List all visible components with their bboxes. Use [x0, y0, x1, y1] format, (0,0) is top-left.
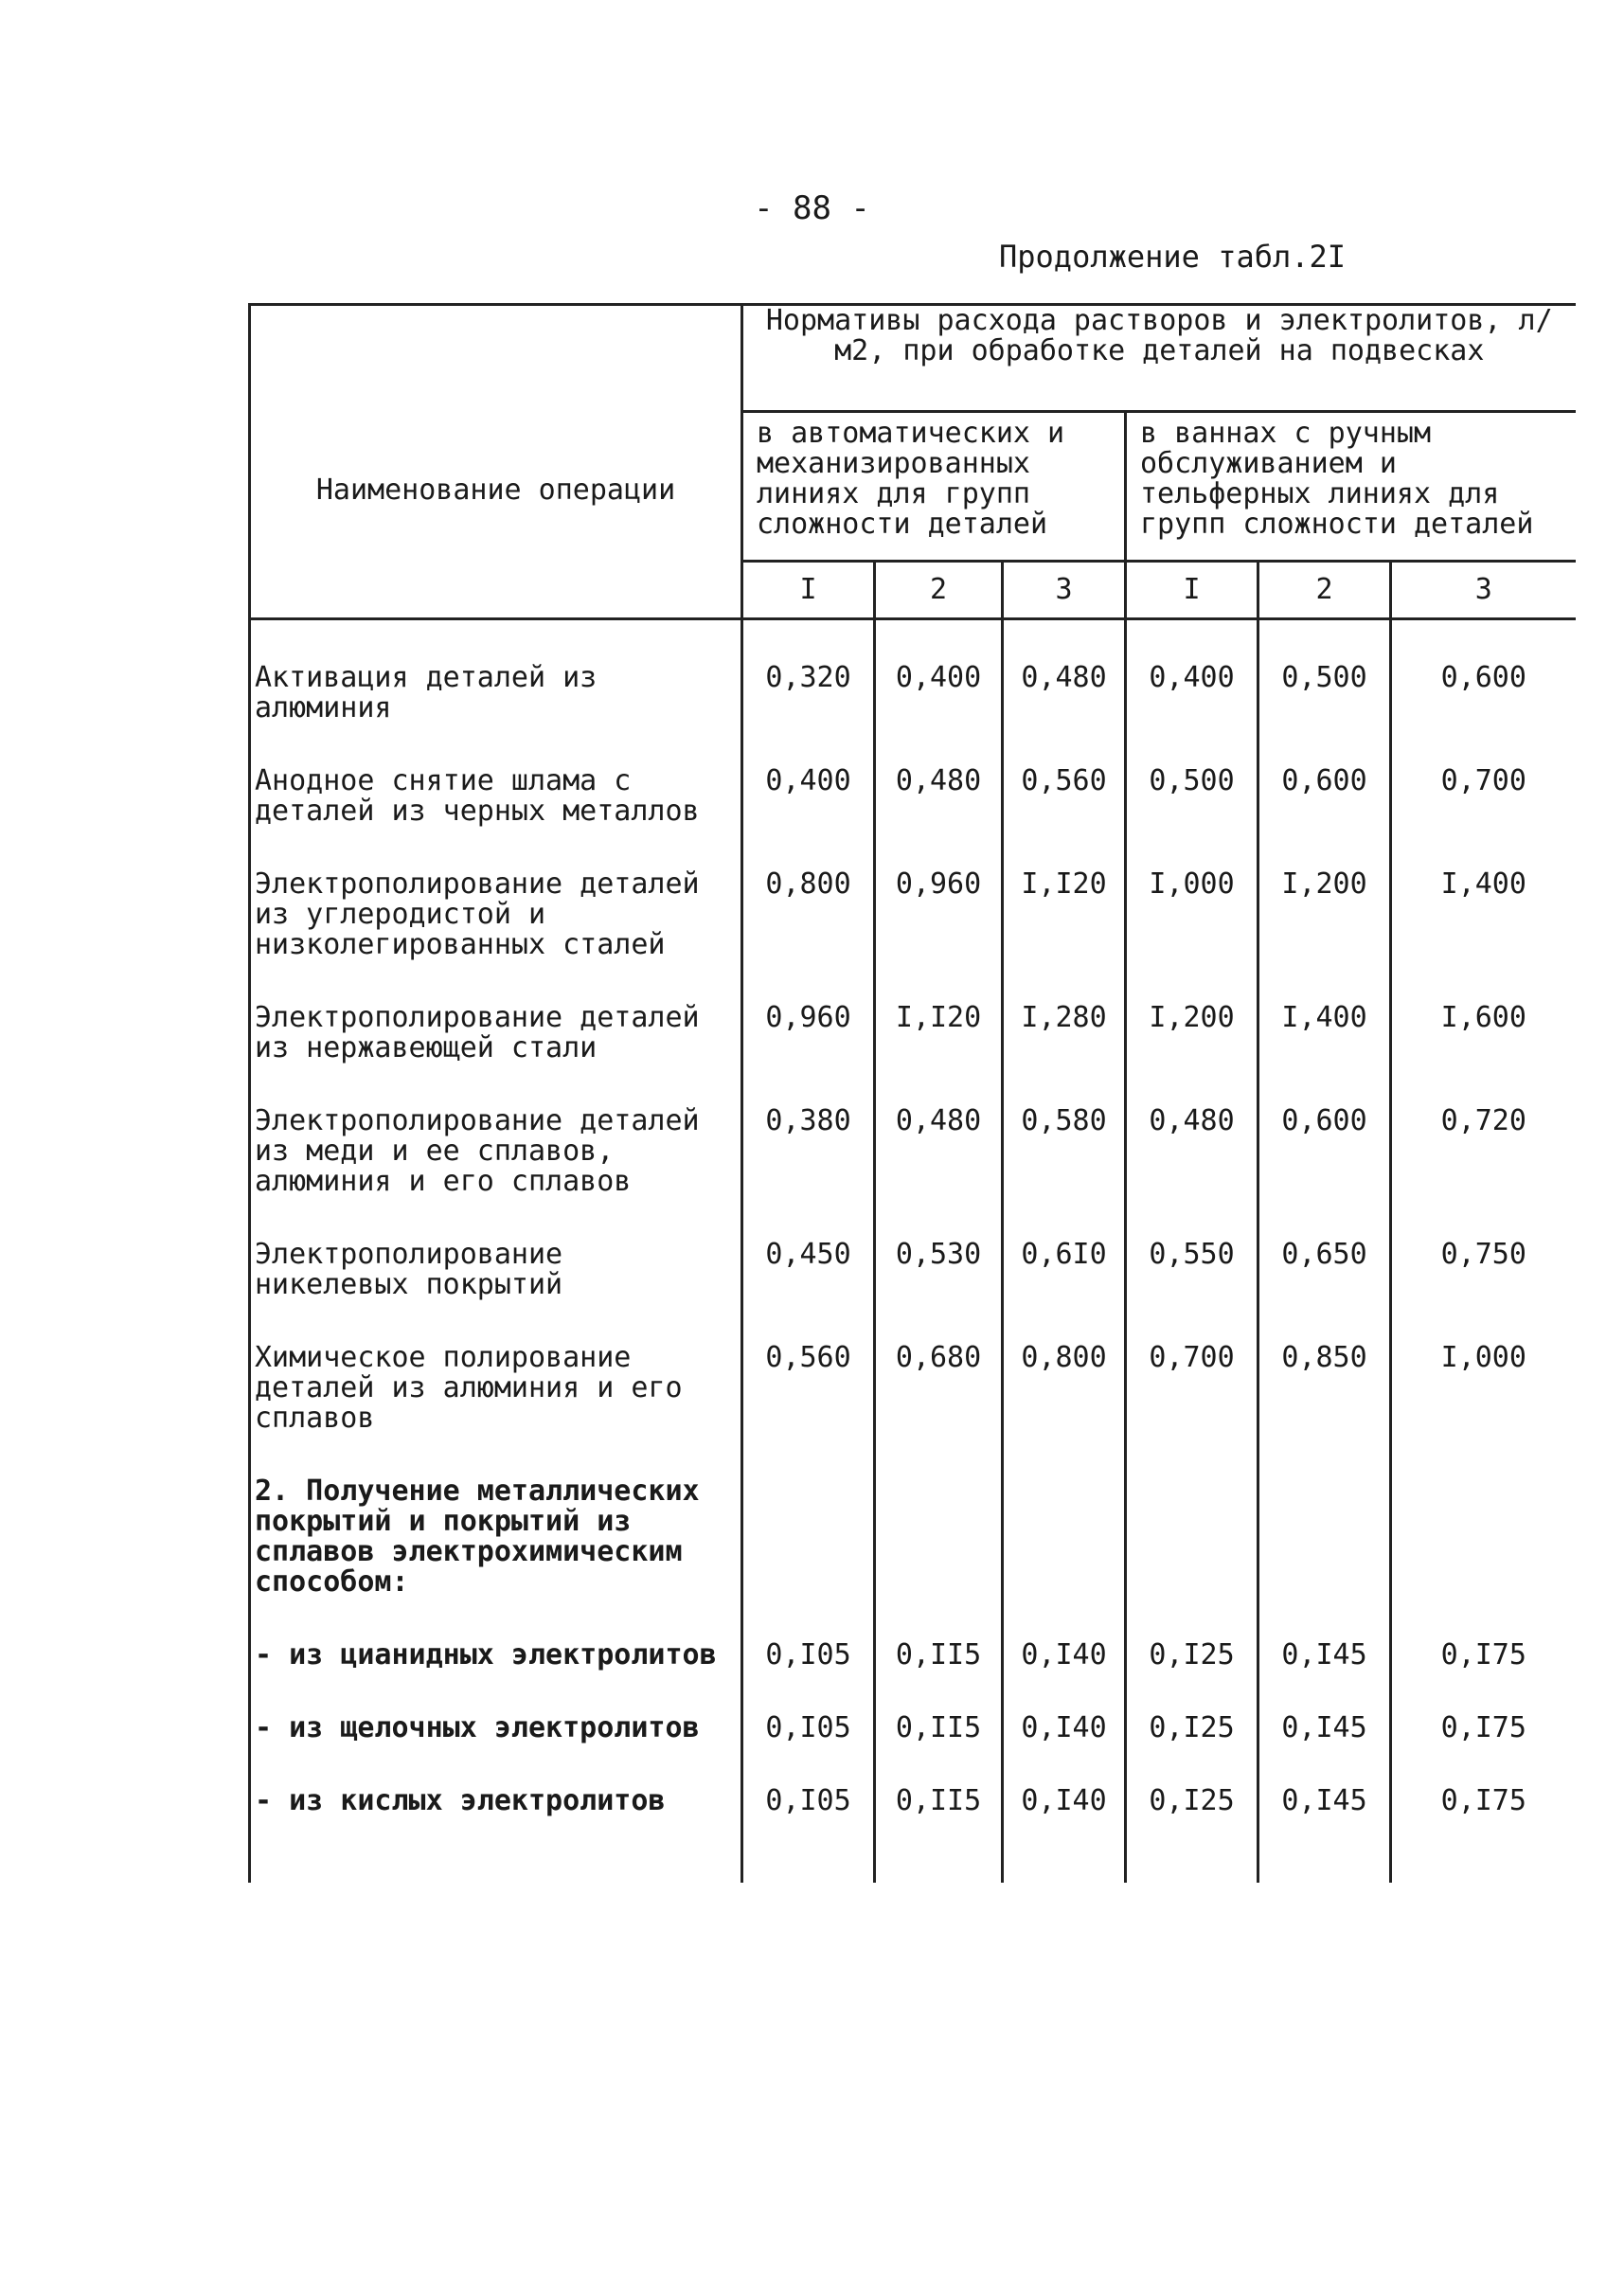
norm-value: 0,480	[1126, 1064, 1258, 1197]
header-operation-name: Наименование операции	[250, 305, 742, 619]
table-row	[250, 1743, 1576, 1816]
norm-value: 0,500	[1258, 619, 1391, 724]
header-group-num: 2	[1258, 562, 1391, 619]
norm-value: 0,480	[875, 724, 1003, 827]
norm-value: I,I20	[875, 960, 1003, 1064]
operation-name: - из кислых электролитов	[250, 1743, 742, 1816]
norm-value: I,I20	[1003, 827, 1126, 960]
table-body	[250, 619, 1576, 1884]
norm-value: 0,320	[742, 619, 875, 724]
norm-value: 0,I75	[1391, 1743, 1576, 1816]
norm-value: 0,I25	[1126, 1671, 1258, 1743]
norm-value: 0,I75	[1391, 1598, 1576, 1671]
header-group-num: 2	[875, 562, 1003, 619]
norm-value: 0,I05	[742, 1598, 875, 1671]
header-group-num: 3	[1003, 562, 1126, 619]
norm-value: I,200	[1126, 960, 1258, 1064]
operation-name: Анодное снятие шлама с деталей из черных металлов	[250, 724, 742, 827]
norm-value: 0,400	[742, 724, 875, 827]
header-group-num: I	[742, 562, 875, 619]
norm-value: 0,800	[742, 827, 875, 960]
norm-value: 0,I45	[1258, 1671, 1391, 1743]
norm-value: 0,960	[875, 827, 1003, 960]
operation-name: Электрополирование никелевых покрытий	[250, 1197, 742, 1300]
page-number: - 88 -	[754, 189, 870, 227]
table-row	[250, 1434, 1576, 1598]
norm-value: 0,480	[875, 1064, 1003, 1197]
norm-value: 0,800	[1003, 1300, 1126, 1434]
header-group-num: 3	[1391, 562, 1576, 619]
table-row	[250, 960, 1576, 1064]
norm-value: 0,750	[1391, 1197, 1576, 1300]
norm-value: 0,I45	[1258, 1743, 1391, 1816]
table-row	[250, 1197, 1576, 1300]
norm-value: 0,450	[742, 1197, 875, 1300]
norm-value: 0,580	[1003, 1064, 1126, 1197]
norm-value	[1003, 1434, 1126, 1598]
norm-value: 0,I05	[742, 1671, 875, 1743]
norm-value: 0,530	[875, 1197, 1003, 1300]
norm-value: I,200	[1258, 827, 1391, 960]
norm-value: 0,960	[742, 960, 875, 1064]
table-row	[250, 1064, 1576, 1197]
table-row	[250, 827, 1576, 960]
operation-name: Электрополирование деталей из нержавеющей стали	[250, 960, 742, 1064]
norm-value: 0,600	[1258, 724, 1391, 827]
table-caption: Продолжение табл.2I	[999, 239, 1347, 275]
norm-value: 0,II5	[875, 1598, 1003, 1671]
operation-name: Электрополирование деталей из углеродистой и низколегированных сталей	[250, 827, 742, 960]
operation-name: - из щелочных электролитов	[250, 1671, 742, 1743]
norm-value: 0,560	[1003, 724, 1126, 827]
norm-value: 0,II5	[875, 1743, 1003, 1816]
operation-name: - из цианидных электролитов	[250, 1598, 742, 1671]
norm-value: 0,I40	[1003, 1598, 1126, 1671]
norm-value	[1126, 1434, 1258, 1598]
norm-value: 0,850	[1258, 1300, 1391, 1434]
norm-value: 0,I40	[1003, 1743, 1126, 1816]
norm-value: I,400	[1258, 960, 1391, 1064]
norm-value: 0,I40	[1003, 1671, 1126, 1743]
norm-value: 0,650	[1258, 1197, 1391, 1300]
table-row	[250, 619, 1576, 724]
norm-value: 0,380	[742, 1064, 875, 1197]
norm-value: 0,400	[875, 619, 1003, 724]
norm-value: 0,I25	[1126, 1598, 1258, 1671]
norm-value: 0,680	[875, 1300, 1003, 1434]
norm-value: 0,560	[742, 1300, 875, 1434]
norm-value: I,280	[1003, 960, 1126, 1064]
norm-value: 0,700	[1391, 724, 1576, 827]
operation-name: Активация деталей из алюминия	[250, 619, 742, 724]
table-row	[250, 1671, 1576, 1743]
norm-value	[875, 1434, 1003, 1598]
table-row	[250, 1598, 1576, 1671]
norm-value: 0,I75	[1391, 1671, 1576, 1743]
norm-value: 0,600	[1391, 619, 1576, 724]
operation-name: 2. Получение металлических покрытий и покрытий из сплавов электрохимическим способом:	[250, 1434, 742, 1598]
norm-value: 0,500	[1126, 724, 1258, 827]
norm-value: 0,6I0	[1003, 1197, 1126, 1300]
norm-value: 0,600	[1258, 1064, 1391, 1197]
norm-value: 0,400	[1126, 619, 1258, 724]
operation-name: Химическое полирование деталей из алюминия и его сплавов	[250, 1300, 742, 1434]
norm-value: I,000	[1391, 1300, 1576, 1434]
norm-value: 0,II5	[875, 1671, 1003, 1743]
norm-value	[1391, 1434, 1576, 1598]
table-row	[250, 1300, 1576, 1434]
table-end-row	[250, 1816, 1576, 1883]
norm-value	[742, 1434, 875, 1598]
header-manual-baths: в ваннах с ручным обслуживанием и тельферных линиях для групп сложности деталей	[1126, 412, 1576, 562]
norm-value: 0,I25	[1126, 1743, 1258, 1816]
norm-value: 0,700	[1126, 1300, 1258, 1434]
header-automated-lines: в автоматических и механизированных линиях для групп сложности деталей	[742, 412, 1126, 562]
norm-value: I,400	[1391, 827, 1576, 960]
norm-value: I,000	[1126, 827, 1258, 960]
header-group-num: I	[1126, 562, 1258, 619]
norm-value: 0,720	[1391, 1064, 1576, 1197]
header-norms: Нормативы расхода растворов и электролитов, л/м2, при обработке деталей на подвесках	[742, 305, 1576, 412]
norm-value: I,600	[1391, 960, 1576, 1064]
norm-value: 0,550	[1126, 1197, 1258, 1300]
operation-name: Электрополирование деталей из меди и ее сплавов, алюминия и его сплавов	[250, 1064, 742, 1197]
norm-value: 0,I05	[742, 1743, 875, 1816]
table-row	[250, 724, 1576, 827]
norm-value: 0,I45	[1258, 1598, 1391, 1671]
norm-value	[1258, 1434, 1391, 1598]
norm-value: 0,480	[1003, 619, 1126, 724]
norms-table	[248, 303, 1576, 1883]
